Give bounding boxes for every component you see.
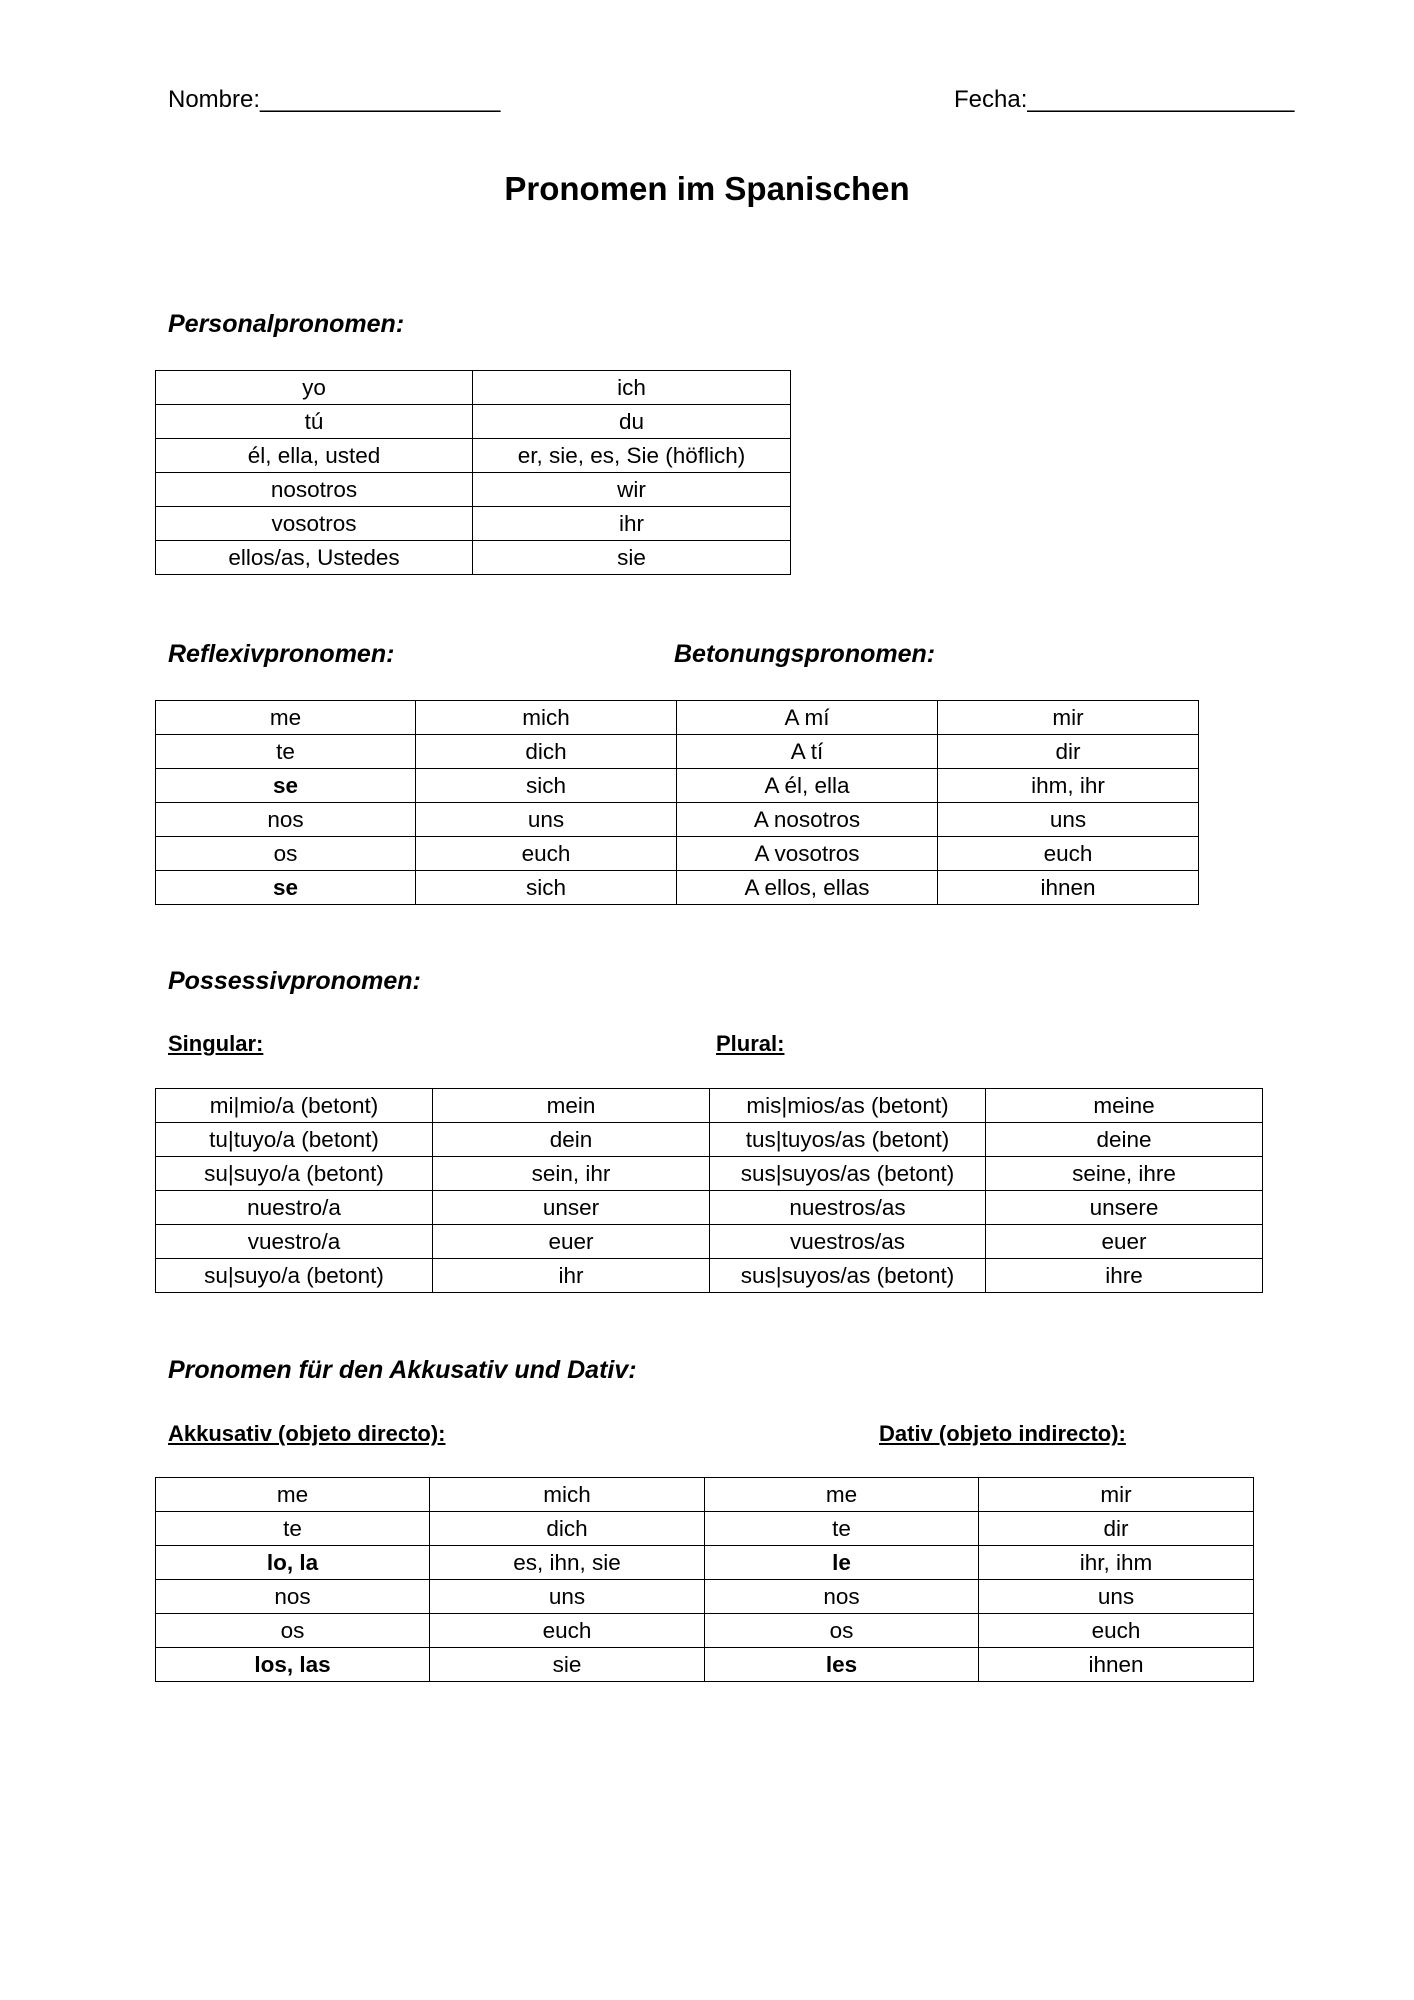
table-cell: nuestros/as — [710, 1191, 986, 1225]
table-row — [156, 439, 791, 473]
table-cell: os — [156, 837, 416, 871]
table-cell: dir — [979, 1512, 1254, 1546]
table-row — [156, 1191, 1263, 1225]
table-cell: euch — [416, 837, 677, 871]
possessive-pronouns-table — [155, 1088, 1263, 1293]
table-row — [156, 371, 791, 405]
accusative-label: Akkusativ (objeto directo): — [168, 1421, 446, 1446]
table-cell: ich — [473, 371, 791, 405]
table-cell: ihm, ihr — [938, 769, 1199, 803]
table-cell: nosotros — [156, 473, 473, 507]
name-field-label: Nombre:__________________ — [168, 86, 501, 113]
table-cell: te — [705, 1512, 979, 1546]
table-cell: yo — [156, 371, 473, 405]
table-cell: euch — [938, 837, 1199, 871]
singular-label: Singular: — [168, 1031, 264, 1056]
table-cell: me — [156, 1478, 430, 1512]
table-cell: dein — [433, 1123, 710, 1157]
akk-dat-table — [155, 1477, 1254, 1682]
table-cell: sein, ihr — [433, 1157, 710, 1191]
table-row — [156, 1123, 1263, 1157]
table-cell: mir — [938, 701, 1199, 735]
personal-pronouns-heading: Personalpronomen: — [168, 310, 405, 338]
table-cell: os — [156, 1614, 430, 1648]
table-cell: euch — [979, 1614, 1254, 1648]
table-cell: ihnen — [979, 1648, 1254, 1682]
table-cell: os — [705, 1614, 979, 1648]
date-field-label: Fecha:____________________ — [954, 86, 1295, 113]
table-cell: uns — [416, 803, 677, 837]
table-cell: se — [156, 769, 416, 803]
page-title: Pronomen im Spanischen — [504, 170, 910, 207]
table-cell: les — [705, 1648, 979, 1682]
table-cell: dich — [416, 735, 677, 769]
table-cell: mi|mio/a (betont) — [156, 1089, 433, 1123]
table-cell: le — [705, 1546, 979, 1580]
table-cell: sus|suyos/as (betont) — [710, 1259, 986, 1293]
table-cell: A él, ella — [677, 769, 938, 803]
table-row — [156, 473, 791, 507]
table-cell: A tí — [677, 735, 938, 769]
table-cell: ihr — [433, 1259, 710, 1293]
table-row — [156, 1225, 1263, 1259]
table-row — [156, 1546, 1254, 1580]
table-cell: su|suyo/a (betont) — [156, 1157, 433, 1191]
reflexive-pronouns-table — [155, 700, 1199, 905]
table-cell: ihnen — [938, 871, 1199, 905]
table-cell: deine — [986, 1123, 1263, 1157]
emphatic-pronouns-heading: Betonungspronomen: — [674, 640, 936, 668]
table-cell: lo, la — [156, 1546, 430, 1580]
table-cell: sie — [473, 541, 791, 575]
table-cell: sich — [416, 769, 677, 803]
table-cell: te — [156, 1512, 430, 1546]
table-cell: A mí — [677, 701, 938, 735]
table-cell: uns — [430, 1580, 705, 1614]
table-cell: ihre — [986, 1259, 1263, 1293]
table-cell: me — [156, 701, 416, 735]
table-cell: los, las — [156, 1648, 430, 1682]
table-cell: ellos/as, Ustedes — [156, 541, 473, 575]
table-row — [156, 1157, 1263, 1191]
personal-pronouns-table — [155, 370, 791, 575]
plural-label: Plural: — [716, 1031, 785, 1056]
table-row — [156, 405, 791, 439]
table-cell: vuestro/a — [156, 1225, 433, 1259]
table-cell: nuestro/a — [156, 1191, 433, 1225]
table-cell: su|suyo/a (betont) — [156, 1259, 433, 1293]
table-cell: vosotros — [156, 507, 473, 541]
table-row — [156, 1580, 1254, 1614]
table-cell: meine — [986, 1089, 1263, 1123]
table-cell: tus|tuyos/as (betont) — [710, 1123, 986, 1157]
table-cell: euch — [430, 1614, 705, 1648]
table-cell: uns — [979, 1580, 1254, 1614]
table-cell: seine, ihre — [986, 1157, 1263, 1191]
table-cell: sus|suyos/as (betont) — [710, 1157, 986, 1191]
table-row — [156, 1614, 1254, 1648]
table-cell: nos — [156, 803, 416, 837]
table-cell: él, ella, usted — [156, 439, 473, 473]
table-row — [156, 1512, 1254, 1546]
table-cell: nos — [156, 1580, 430, 1614]
table-cell: A vosotros — [677, 837, 938, 871]
table-row — [156, 1259, 1263, 1293]
table-cell: nos — [705, 1580, 979, 1614]
dative-label: Dativ (objeto indirecto): — [879, 1421, 1126, 1446]
table-cell: se — [156, 871, 416, 905]
table-cell: euer — [986, 1225, 1263, 1259]
table-cell: dich — [430, 1512, 705, 1546]
table-row — [156, 803, 1199, 837]
table-row — [156, 735, 1199, 769]
table-cell: A ellos, ellas — [677, 871, 938, 905]
table-row — [156, 541, 791, 575]
reflexive-pronouns-heading: Reflexivpronomen: — [168, 640, 395, 668]
table-cell: ihr, ihm — [979, 1546, 1254, 1580]
table-row — [156, 701, 1199, 735]
table-cell: unsere — [986, 1191, 1263, 1225]
table-cell: te — [156, 735, 416, 769]
table-cell: tu|tuyo/a (betont) — [156, 1123, 433, 1157]
table-cell: dir — [938, 735, 1199, 769]
table-cell: du — [473, 405, 791, 439]
table-cell: sich — [416, 871, 677, 905]
table-row — [156, 837, 1199, 871]
table-cell: tú — [156, 405, 473, 439]
table-cell: uns — [938, 803, 1199, 837]
table-cell: wir — [473, 473, 791, 507]
table-cell: sie — [430, 1648, 705, 1682]
table-cell: mis|mios/as (betont) — [710, 1089, 986, 1123]
table-cell: me — [705, 1478, 979, 1512]
table-cell: mein — [433, 1089, 710, 1123]
table-cell: er, sie, es, Sie (höflich) — [473, 439, 791, 473]
table-row — [156, 1478, 1254, 1512]
table-cell: unser — [433, 1191, 710, 1225]
table-row — [156, 871, 1199, 905]
table-cell: A nosotros — [677, 803, 938, 837]
table-row — [156, 769, 1199, 803]
table-cell: es, ihn, sie — [430, 1546, 705, 1580]
table-cell: euer — [433, 1225, 710, 1259]
table-cell: mich — [416, 701, 677, 735]
table-row — [156, 1089, 1263, 1123]
table-cell: ihr — [473, 507, 791, 541]
possessive-pronouns-heading: Possessivpronomen: — [168, 967, 421, 995]
akk-dat-heading: Pronomen für den Akkusativ und Dativ: — [168, 1356, 637, 1384]
table-row — [156, 1648, 1254, 1682]
table-row — [156, 507, 791, 541]
table-cell: vuestros/as — [710, 1225, 986, 1259]
table-cell: mich — [430, 1478, 705, 1512]
table-cell: mir — [979, 1478, 1254, 1512]
